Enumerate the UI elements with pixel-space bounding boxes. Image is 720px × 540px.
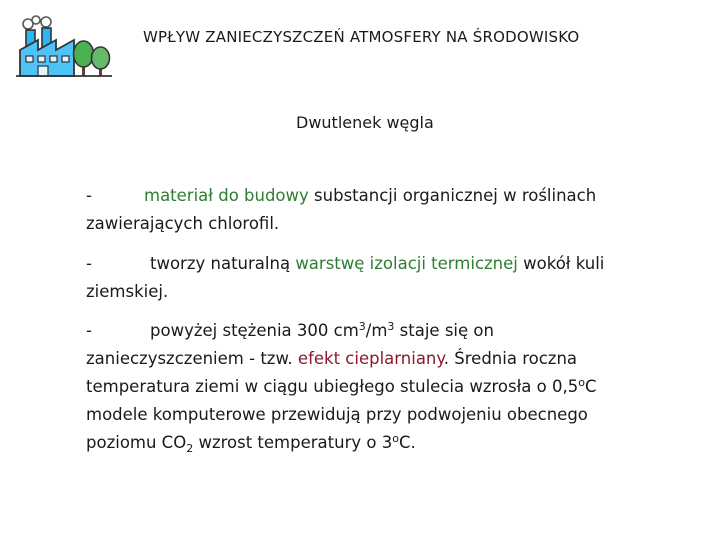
text: staje się on xyxy=(394,321,494,340)
page-title: WPŁYW ZANIECZYSZCZEŃ ATMOSFERY NA ŚRODOWISKO xyxy=(143,28,580,46)
bullet-dash: - xyxy=(86,321,92,340)
section-subtitle: Dwutlenek węgla xyxy=(296,113,434,132)
text-line: modele komputerowe przewidują przy podwojeniu obecnego xyxy=(86,405,588,424)
text: C xyxy=(584,377,597,396)
text: tworzy naturalną xyxy=(150,254,296,273)
text: wokół kuli xyxy=(517,254,605,273)
text-line xyxy=(86,345,686,373)
list-item xyxy=(86,182,686,238)
highlight-green: warstwę izolacji termicznej xyxy=(295,254,518,273)
factory-trees-icon xyxy=(14,14,114,82)
superscript: o xyxy=(392,432,399,445)
highlight-green: materiał do budowy xyxy=(144,186,309,205)
subscript: 2 xyxy=(186,442,194,455)
text: C. xyxy=(398,433,416,452)
bullet-dash: - xyxy=(86,186,92,205)
text: zanieczyszczeniem - tzw. xyxy=(86,349,298,368)
text-line xyxy=(86,373,686,401)
text: /m xyxy=(365,321,388,340)
text: wzrost temperatury o 3 xyxy=(193,433,393,452)
text-line: ziemskiej. xyxy=(86,282,169,301)
bullet-dash: - xyxy=(86,254,92,273)
list-item xyxy=(86,250,686,306)
highlight-crimson: efekt cieplarniany xyxy=(297,349,444,368)
superscript: 3 xyxy=(358,320,366,333)
text-line: zawierających chlorofil. xyxy=(86,214,280,233)
superscript: o xyxy=(578,376,585,389)
text: substancji organicznej w roślinach xyxy=(308,186,597,205)
text: . Średnia roczna xyxy=(443,349,578,368)
superscript: 3 xyxy=(387,320,395,333)
list-item xyxy=(86,317,686,457)
text: powyżej stężenia 300 cm xyxy=(150,321,359,340)
text: temperatura ziemi w ciągu ubiegłego stulecia wzrosła o 0,5 xyxy=(86,377,579,396)
text-line xyxy=(86,429,686,457)
text: poziomu CO xyxy=(86,433,187,452)
